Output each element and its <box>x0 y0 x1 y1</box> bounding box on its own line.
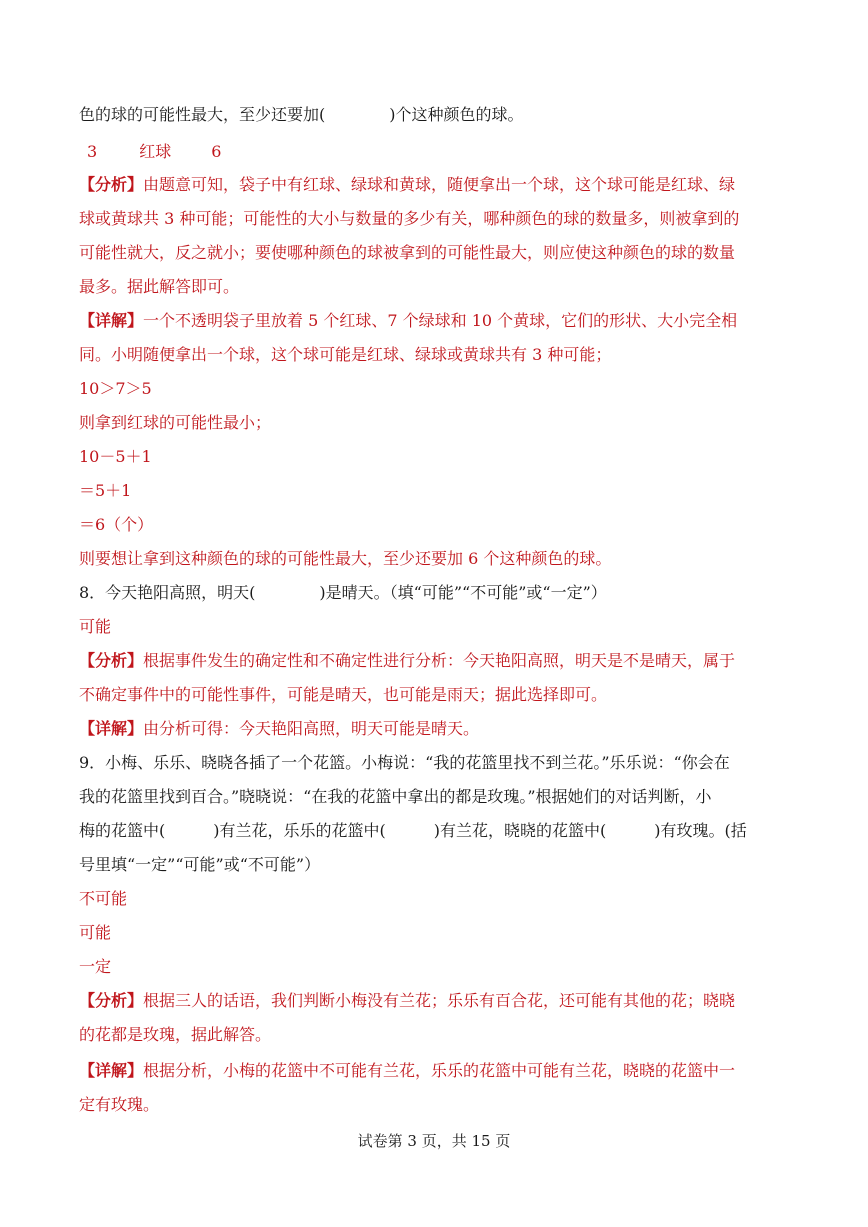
q7-answer-2: 红球 <box>139 142 172 161</box>
q7-analysis-line-3: 可能性就大，反之就小；要使哪种颜色的球被拿到的可能性最大，则应使这种颜色的球的数量 <box>79 243 736 262</box>
analysis-tag: 【分析】 <box>79 991 144 1010</box>
q8-detail-line-1: 【详解】由分析可得：今天艳阳高照，明天可能是晴天。 <box>79 719 480 738</box>
page-footer: 试卷第 3 页，共 15 页 <box>357 1132 511 1150</box>
q7-analysis-line-4: 最多。据此解答即可。 <box>79 277 240 296</box>
q7-detail-line-3: 10＞7＞5 <box>79 379 152 398</box>
q7-analysis-line-2: 球或黄球共 3 种可能；可能性的大小与数量的多少有关，哪种颜色的球的数量多，则被拿到的 <box>79 209 740 228</box>
q7-answer-3: 6 <box>211 142 222 161</box>
q7-question-continuation: 色的球的可能性最大，至少还要加( )个这种颜色的球。 <box>79 105 524 124</box>
q7-detail-line-1: 【详解】一个不透明袋子里放着 5 个红球、7 个绿球和 10 个黄球，它们的形状、大小完全相 <box>79 311 738 330</box>
q9-answer-3: 一定 <box>79 957 112 976</box>
q8-analysis-line-1: 【分析】根据事件发生的确定性和不确定性进行分析：今天艳阳高照，明天是不是晴天，属于 <box>79 651 736 670</box>
analysis-tag: 【分析】 <box>79 651 144 670</box>
detail-tag: 【详解】 <box>79 1061 144 1080</box>
q7-detail-line-4: 则拿到红球的可能性最小； <box>79 413 272 432</box>
q7-detail-line-6: ＝5＋1 <box>79 481 132 500</box>
q8-answer: 可能 <box>79 617 112 636</box>
q7-detail-line-8: 则要想让拿到这种颜色的球的可能性最大，至少还要加 6 个这种颜色的球。 <box>79 549 612 568</box>
q7-detail-line-2: 同。小明随便拿出一个球，这个球可能是红球、绿球或黄球共有 3 种可能； <box>79 345 612 364</box>
q8-question: 8．今天艳阳高照，明天( )是晴天。（填“可能”“不可能”或“一定”） <box>79 583 607 602</box>
q9-question-line-1: 9．小梅、乐乐、晓晓各插了一个花篮。小梅说：“我的花篮里找不到兰花。”乐乐说：“你会在 <box>79 753 730 772</box>
q9-analysis-line-2: 的花都是玫瑰，据此解答。 <box>79 1025 272 1044</box>
q7-detail-line-5: 10－5＋1 <box>79 447 152 466</box>
analysis-tag: 【分析】 <box>79 175 144 194</box>
q9-answer-2: 可能 <box>79 923 112 942</box>
q9-detail-line-1: 【详解】根据分析，小梅的花篮中不可能有兰花，乐乐的花篮中可能有兰花，晓晓的花篮中一 <box>79 1061 736 1080</box>
q7-analysis-line-1: 【分析】由题意可知，袋子中有红球、绿球和黄球，随便拿出一个球，这个球可能是红球、绿 <box>79 175 736 194</box>
q9-question-line-3: 梅的花篮中( )有兰花，乐乐的花篮中( )有兰花，晓晓的花篮中( )有玫瑰。(括 <box>79 821 747 840</box>
q7-detail-line-7: ＝6（个） <box>79 515 154 534</box>
q9-detail-line-2: 定有玫瑰。 <box>79 1095 160 1114</box>
q9-question-line-4: 号里填“一定”“可能”或“不可能”） <box>79 855 321 874</box>
q9-analysis-line-1: 【分析】根据三人的话语，我们判断小梅没有兰花；乐乐有百合花，还可能有其他的花；晓晓 <box>79 991 736 1010</box>
q7-answers <box>87 141 799 163</box>
q8-analysis-line-2: 不确定事件中的可能性事件，可能是晴天，也可能是雨天；据此选择即可。 <box>79 685 608 704</box>
q7-answer-1: 3 <box>87 142 98 161</box>
detail-tag: 【详解】 <box>79 311 144 330</box>
detail-tag: 【详解】 <box>79 719 144 738</box>
q9-answer-1: 不可能 <box>79 889 128 908</box>
q9-question-line-2: 我的花篮里找到百合。”晓晓说：“在我的花篮中拿出的都是玫瑰。”根据她们的对话判断，小 <box>79 787 712 806</box>
